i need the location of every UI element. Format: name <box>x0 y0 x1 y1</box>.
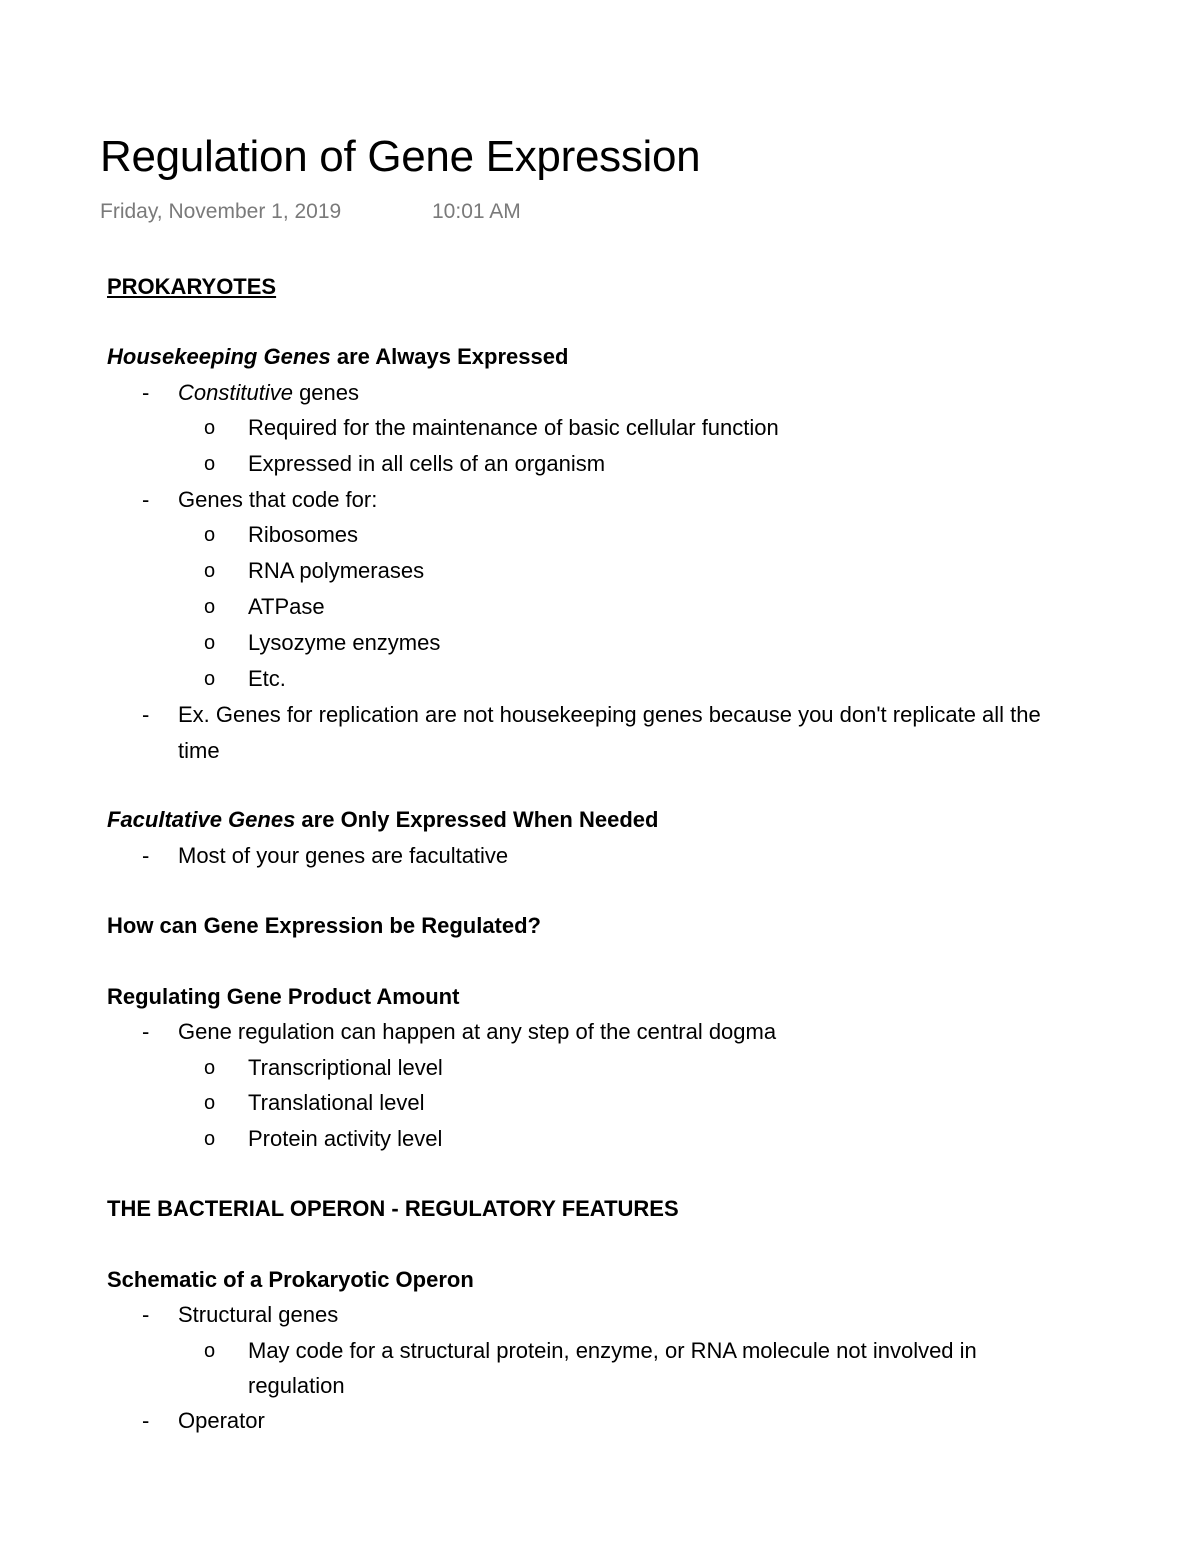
heading-housekeeping <box>107 344 568 370</box>
circle-bullet: o <box>204 1128 216 1150</box>
constitutive-rest: genes <box>292 380 360 405</box>
bullet-operator: Operator <box>178 1408 265 1433</box>
dash-bullet: - <box>142 843 150 868</box>
page-title: Regulation of Gene Expression <box>100 132 701 181</box>
heading-facultative-term: Facultative Genes <box>107 807 296 832</box>
bullet-facultative: Most of your genes are facultative <box>178 843 509 868</box>
sub-bullet-protein-activity: Protein activity level <box>248 1126 443 1151</box>
dash-bullet: - <box>142 380 150 405</box>
bullet-replication-example-cont: time <box>178 738 220 763</box>
heading-facultative <box>107 807 658 833</box>
sub-bullet-structural-protein: May code for a structural protein, enzyme, or RNA molecule not involved in <box>248 1338 977 1363</box>
sub-bullet-rna-polymerases: RNA polymerases <box>248 558 425 583</box>
bullet-genes-code-for: Genes that code for: <box>178 487 378 512</box>
heading-housekeeping-rest: are Always Expressed <box>330 344 569 369</box>
constitutive-term: Constitutive <box>178 380 293 405</box>
circle-bullet: o <box>204 560 216 582</box>
dash-bullet: - <box>142 1408 150 1433</box>
circle-bullet: o <box>204 668 216 690</box>
circle-bullet: o <box>204 632 216 654</box>
dash-bullet: - <box>142 487 150 512</box>
heading-facultative-rest: are Only Expressed When Needed <box>295 807 659 832</box>
sub-bullet-ribosomes: Ribosomes <box>248 522 359 547</box>
circle-bullet: o <box>204 1057 216 1079</box>
sub-bullet-atpase: ATPase <box>248 594 325 619</box>
note-date: Friday, November 1, 2019 <box>100 200 342 223</box>
dash-bullet: - <box>142 1019 150 1044</box>
sub-bullet-structural-protein-cont: regulation <box>248 1373 345 1398</box>
bullet-central-dogma: Gene regulation can happen at any step of the central dogma <box>178 1019 777 1044</box>
circle-bullet: o <box>204 524 216 546</box>
sub-bullet-etc: Etc. <box>248 666 286 691</box>
circle-bullet: o <box>204 1092 216 1114</box>
dash-bullet: - <box>142 1302 150 1327</box>
bullet-structural-genes: Structural genes <box>178 1302 339 1327</box>
sub-bullet-all-cells: Expressed in all cells of an organism <box>248 451 606 476</box>
circle-bullet: o <box>204 453 216 475</box>
section-heading-operon: THE BACTERIAL OPERON - REGULATORY FEATURES <box>107 1196 679 1221</box>
sub-bullet-lysozyme: Lysozyme enzymes <box>248 630 441 655</box>
heading-housekeeping-term: Housekeeping Genes <box>107 344 331 369</box>
sub-bullet-maintenance: Required for the maintenance of basic cellular function <box>248 415 779 440</box>
heading-schematic: Schematic of a Prokaryotic Operon <box>107 1267 474 1292</box>
sub-bullet-transcriptional: Transcriptional level <box>248 1055 443 1080</box>
circle-bullet: o <box>204 596 216 618</box>
section-heading-prokaryotes: PROKARYOTES <box>107 274 277 299</box>
circle-bullet: o <box>204 1340 216 1362</box>
dash-bullet: - <box>142 702 150 727</box>
bullet-replication-example: Ex. Genes for replication are not housekeeping genes because you don't replicate all the <box>178 702 1041 727</box>
heading-how-regulated: How can Gene Expression be Regulated? <box>107 913 541 938</box>
bullet-constitutive <box>178 380 359 406</box>
sub-bullet-translational: Translational level <box>248 1090 425 1115</box>
heading-regulating-amount: Regulating Gene Product Amount <box>107 984 460 1009</box>
circle-bullet: o <box>204 417 216 439</box>
note-time: 10:01 AM <box>432 200 521 223</box>
